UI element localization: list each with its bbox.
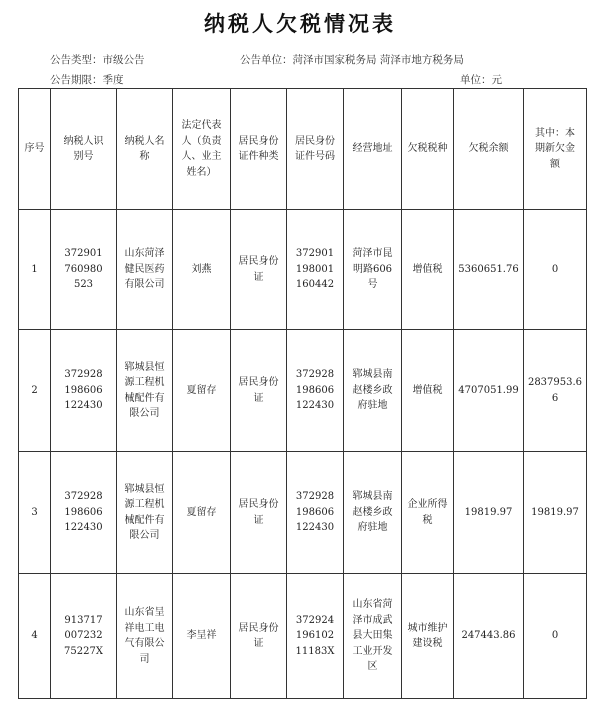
cell-no: 2 xyxy=(19,330,51,452)
cell-new-amount: 19819.97 xyxy=(524,452,587,574)
announcement-period: 公告期限：季度 xyxy=(50,74,124,86)
cell-id-type: 居民身份证 xyxy=(231,210,287,330)
page-title: 纳税人欠税情况表 xyxy=(204,12,396,36)
cell-legal-rep: 夏留存 xyxy=(173,452,231,574)
table-row xyxy=(19,330,587,452)
header-balance: 欠税余额 xyxy=(454,89,524,210)
table-row xyxy=(19,452,587,574)
cell-taxpayer-name: 郓城县恒源工程机械配件有限公司 xyxy=(117,330,173,452)
money-unit: 单位：元 xyxy=(460,74,502,86)
cell-balance: 4707051.99 xyxy=(454,330,524,452)
cell-id-number: 372901198001160442 xyxy=(287,210,344,330)
cell-taxpayer-name: 山东省呈祥电工电气有限公司 xyxy=(117,574,173,699)
header-address: 经营地址 xyxy=(344,89,402,210)
cell-id-type: 居民身份证 xyxy=(231,452,287,574)
cell-address: 郓城县南赵楼乡政府驻地 xyxy=(344,330,402,452)
cell-address: 山东省菏泽市成武县大田集工业开发区 xyxy=(344,574,402,699)
cell-no: 1 xyxy=(19,210,51,330)
cell-legal-rep: 李呈祥 xyxy=(173,574,231,699)
cell-no: 3 xyxy=(19,452,51,574)
cell-address: 郓城县南赵楼乡政府驻地 xyxy=(344,452,402,574)
header-legal-rep: 法定代表人（负责人、业主姓名） xyxy=(173,89,231,210)
cell-tax-type: 增值税 xyxy=(402,330,454,452)
table-row xyxy=(19,210,587,330)
cell-balance: 247443.86 xyxy=(454,574,524,699)
cell-id-number: 372928198606122430 xyxy=(287,452,344,574)
cell-taxpayer-name: 郓城县恒源工程机械配件有限公司 xyxy=(117,452,173,574)
cell-tax-type: 增值税 xyxy=(402,210,454,330)
cell-new-amount: 2837953.66 xyxy=(524,330,587,452)
cell-id-type: 居民身份证 xyxy=(231,330,287,452)
table-row xyxy=(19,574,587,699)
cell-no: 4 xyxy=(19,574,51,699)
header-id-type: 居民身份证件种类 xyxy=(231,89,287,210)
header-new-amount: 其中：本期新欠金额 xyxy=(524,89,587,210)
announcement-unit: 公告单位：菏泽市国家税务局 菏泽市地方税务局 xyxy=(240,54,464,66)
cell-id-number: 37292419610211183X xyxy=(287,574,344,699)
cell-legal-rep: 夏留存 xyxy=(173,330,231,452)
cell-tax-id: 372928198606122430 xyxy=(51,452,117,574)
header-taxpayer-name: 纳税人名称 xyxy=(117,89,173,210)
cell-taxpayer-name: 山东菏泽健民医药有限公司 xyxy=(117,210,173,330)
cell-new-amount: 0 xyxy=(524,574,587,699)
cell-tax-id: 372901760980523 xyxy=(51,210,117,330)
cell-balance: 19819.97 xyxy=(454,452,524,574)
cell-balance: 5360651.76 xyxy=(454,210,524,330)
header-no: 序号 xyxy=(19,89,51,210)
cell-id-type: 居民身份证 xyxy=(231,574,287,699)
cell-tax-id: 91371700723275227X xyxy=(51,574,117,699)
tax-arrears-table xyxy=(18,88,587,699)
header-id-number: 居民身份证件号码 xyxy=(287,89,344,210)
header-tax-id: 纳税人识别号 xyxy=(51,89,117,210)
header-tax-type: 欠税税种 xyxy=(402,89,454,210)
cell-tax-type: 城市维护建设税 xyxy=(402,574,454,699)
cell-address: 菏泽市昆明路606号 xyxy=(344,210,402,330)
cell-new-amount: 0 xyxy=(524,210,587,330)
announcement-type: 公告类型：市级公告 xyxy=(50,54,145,66)
cell-legal-rep: 刘燕 xyxy=(173,210,231,330)
cell-id-number: 372928198606122430 xyxy=(287,330,344,452)
table-header-row xyxy=(19,89,587,210)
cell-tax-type: 企业所得税 xyxy=(402,452,454,574)
cell-tax-id: 372928198606122430 xyxy=(51,330,117,452)
